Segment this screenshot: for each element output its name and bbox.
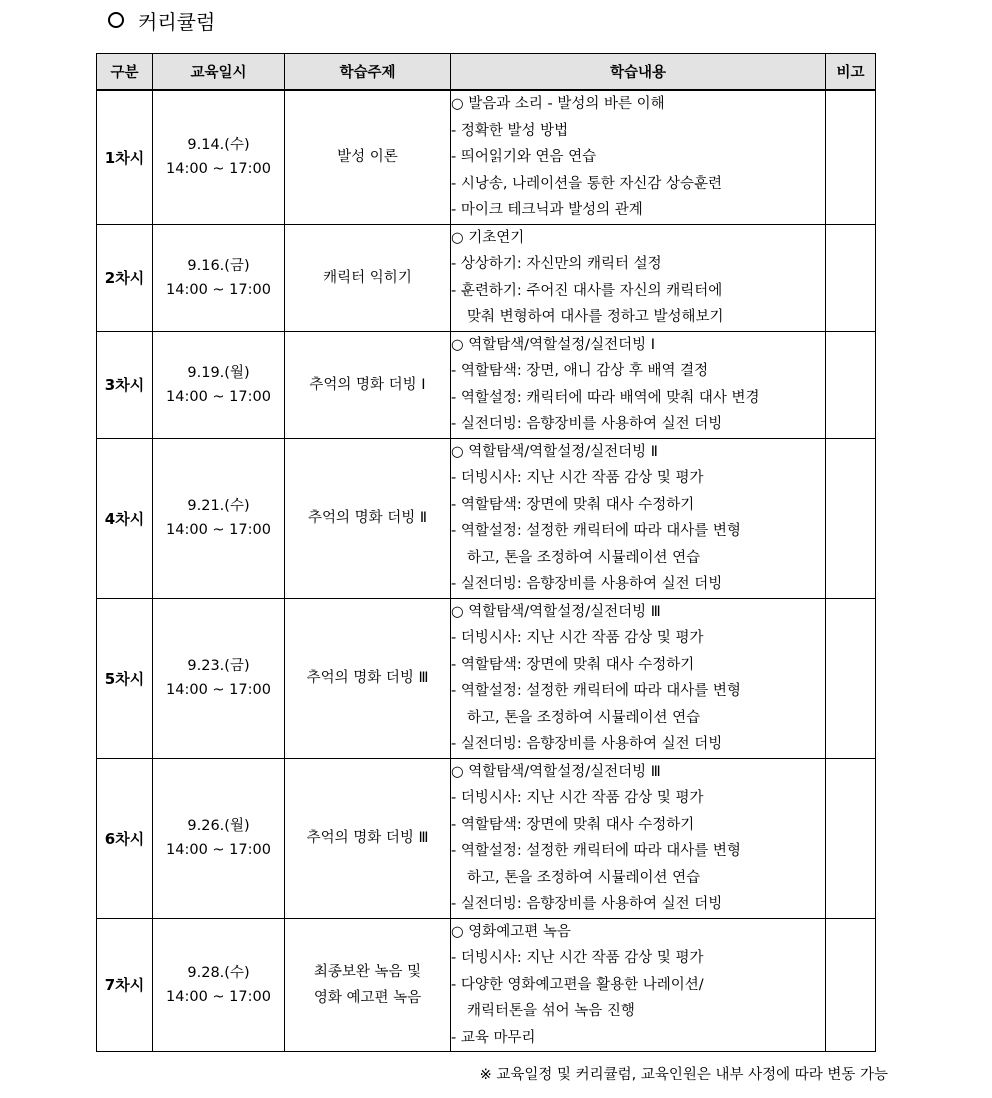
content-cell [451,331,826,438]
session-time: 14:00 ~ 17:00 [166,682,271,698]
session-date: 9.28.(수) [187,964,250,981]
session-cell: 5차시 [97,598,153,758]
session-cell: 6차시 [97,758,153,918]
table-row [97,758,876,918]
content-cell [451,598,826,758]
header-date: 교육일시 [153,54,285,91]
session-cell: 2차시 [97,224,153,331]
content-line: 캐릭터톤을 섞어 녹음 진행 [467,1003,635,1019]
session-time: 14:00 ~ 17:00 [166,988,271,1005]
content-line: - 실전더빙: 음향장비를 사용하여 실전 더빙 [451,576,723,592]
content-line: ○ 역할탐색/역할설정/실전더빙 Ⅰ [451,336,656,353]
content-line: - 시낭송, 나레이션을 통한 자신감 상승훈련 [451,175,723,192]
content-line: - 다양한 영화예고편을 활용한 나레이션/ [451,976,704,993]
content-line: 하고, 톤을 조정하여 시뮬레이션 연습 [467,549,701,566]
content-cell [451,438,826,598]
note-cell [826,598,876,758]
content-line: - 역할설정: 설정한 캐릭터에 따라 대사를 변형 [451,523,741,539]
session-time: 14:00 ~ 17:00 [166,388,271,405]
table-row [97,598,876,758]
session-date: 9.14.(수) [187,137,250,154]
topic-cell: 추억의 명화 더빙 Ⅱ [285,438,451,598]
date-cell [153,331,285,438]
session-cell: 7차시 [97,918,153,1052]
content-cell [451,90,826,224]
topic-line: 영화 예고편 녹음 [313,989,422,1006]
content-line: - 더빙시사: 지난 시간 작품 감상 및 평가 [451,790,704,806]
date-cell [153,90,285,224]
content-line: - 더빙시사: 지난 시간 작품 감상 및 평가 [451,470,704,486]
session-cell: 4차시 [97,438,153,598]
table-header-row [97,54,876,91]
content-line: - 실전더빙: 음향장비를 사용하여 실전 더빙 [451,896,723,912]
content-line: 하고, 톤을 조정하여 시뮬레이션 연습 [467,709,701,726]
content-line: ○ 역할탐색/역할설정/실전더빙 Ⅲ [451,763,661,780]
date-cell [153,598,285,758]
content-line: - 훈련하기: 주어진 대사를 자신의 캐릭터에 [451,282,723,299]
content-line: - 역할탐색: 장면에 맞춰 대사 수정하기 [451,816,695,833]
topic-cell: 캐릭터 익히기 [285,224,451,331]
content-line: - 실전더빙: 음향장비를 사용하여 실전 더빙 [451,416,723,432]
note-cell [826,918,876,1052]
footnote: ※ 교육일정 및 커리큘럼, 교육인원은 내부 사정에 따라 변동 가능 [479,1067,888,1083]
topic-cell [285,918,451,1052]
table-row [97,331,876,438]
session-date: 9.16.(금) [187,257,250,274]
date-cell [153,438,285,598]
table-row [97,438,876,598]
topic-cell: 추억의 명화 더빙 Ⅰ [285,331,451,438]
header-note: 비고 [826,54,876,91]
session-time: 14:00 ~ 17:00 [166,842,271,858]
content-line: 맞춰 변형하여 대사를 정하고 발성해보기 [467,309,724,325]
note-cell [826,438,876,598]
content-cell [451,918,826,1052]
session-time: 14:00 ~ 17:00 [166,161,271,178]
content-line: ○ 발음과 소리 - 발성의 바른 이해 [451,96,665,112]
topic-cell: 추억의 명화 더빙 Ⅲ [285,758,451,918]
note-cell [826,758,876,918]
content-line: - 더빙시사: 지난 시간 작품 감상 및 평가 [451,950,704,966]
header-content: 학습내용 [451,54,826,91]
content-line: - 실전더빙: 음향장비를 사용하여 실전 더빙 [451,736,723,752]
content-line: - 역할설정: 설정한 캐릭터에 따라 대사를 변형 [451,843,741,859]
session-cell: 1차시 [97,90,153,224]
content-line: - 역할설정: 설정한 캐릭터에 따라 대사를 변형 [451,683,741,699]
circle-bullet-icon [108,12,124,28]
table-row [97,90,876,224]
table-row [97,918,876,1052]
topic-cell: 발성 이론 [285,90,451,224]
topic-line: 최종보완 녹음 및 [313,963,422,980]
content-cell [451,224,826,331]
content-line: - 교육 마무리 [451,1029,536,1046]
session-date: 9.21.(수) [187,498,250,514]
content-line: - 상상하기: 자신만의 캐릭터 설정 [451,256,662,272]
content-line: - 역할탐색: 장면, 애니 감상 후 배역 결정 [451,363,709,379]
session-date: 9.23.(금) [187,658,250,674]
note-cell [826,90,876,224]
note-cell [826,224,876,331]
header-topic: 학습주제 [285,54,451,91]
session-date: 9.26.(월) [187,818,250,834]
table-row [97,224,876,331]
note-cell [826,331,876,438]
session-cell: 3차시 [97,331,153,438]
content-line: 하고, 톤을 조정하여 시뮬레이션 연습 [467,869,701,886]
content-line: ○ 기초연기 [451,229,525,246]
date-cell [153,918,285,1052]
topic-cell: 추억의 명화 더빙 Ⅲ [285,598,451,758]
content-cell [451,758,826,918]
header-session: 구분 [97,54,153,91]
session-time: 14:00 ~ 17:00 [166,281,271,298]
date-cell [153,224,285,331]
content-line: - 정확한 발성 방법 [451,122,569,139]
section-title: 커리큘럼 [138,9,216,34]
content-line: - 역할탐색: 장면에 맞춰 대사 수정하기 [451,496,695,513]
curriculum-table [96,53,876,1052]
date-cell [153,758,285,918]
session-date: 9.19.(월) [187,364,250,381]
section-heading [108,4,215,36]
content-line: - 더빙시사: 지난 시간 작품 감상 및 평가 [451,630,704,646]
content-line: ○ 영화예고편 녹음 [451,923,571,940]
session-time: 14:00 ~ 17:00 [166,522,271,538]
content-line: - 띄어읽기와 연음 연습 [451,149,597,165]
content-line: - 역할설정: 캐릭터에 따라 배역에 맞춰 대사 변경 [451,389,760,406]
content-line: ○ 역할탐색/역할설정/실전더빙 Ⅲ [451,603,661,620]
content-line: - 마이크 테크닉과 발성의 관계 [451,202,643,218]
content-line: - 역할탐색: 장면에 맞춰 대사 수정하기 [451,656,695,673]
content-line: ○ 역할탐색/역할설정/실전더빙 Ⅱ [451,443,658,460]
